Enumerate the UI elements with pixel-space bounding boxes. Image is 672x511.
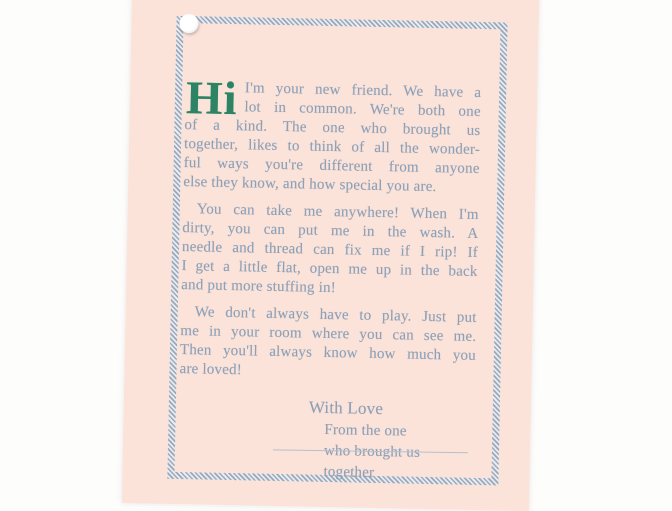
text-line: dirty, you can put me in the wash. A xyxy=(182,220,479,242)
greeting-card xyxy=(122,0,539,511)
text-line: I'm your new friend. We have a xyxy=(244,80,482,101)
text-line: needle and thread can fix me if I rip! If xyxy=(181,239,479,261)
text-line: and put more stuffing in! xyxy=(181,277,337,297)
text-line: else they know, and how special you are. xyxy=(183,174,437,196)
text-line: We don't always have to play. Just put xyxy=(194,304,477,326)
closing-block xyxy=(177,395,475,486)
paragraph-2 xyxy=(181,200,479,301)
paragraph-3 xyxy=(179,303,476,385)
text-line: Then you'll always know how much you xyxy=(179,342,477,364)
card-text xyxy=(177,72,482,486)
salutation: With Love xyxy=(308,397,384,419)
text-line: me in your room where you can see me. xyxy=(180,323,477,345)
text-line: I get a little flat, open me up in the back xyxy=(181,258,478,280)
paragraph-1 xyxy=(183,72,482,198)
text-line: You can take me anywhere! When I'm xyxy=(196,201,479,223)
text-line: lot in common. We're both one xyxy=(244,99,481,120)
from-line: who brought us together xyxy=(323,442,421,481)
text-line: ful ways you're different from anyone xyxy=(183,155,480,177)
from-line: From the one xyxy=(324,421,407,440)
dropcap-hi: Hi xyxy=(185,72,239,126)
text-line: are loved! xyxy=(179,360,243,379)
text-line: together, likes to think of all the wonder- xyxy=(183,136,481,158)
text-line: of a kind. The one who brought us xyxy=(184,117,481,139)
